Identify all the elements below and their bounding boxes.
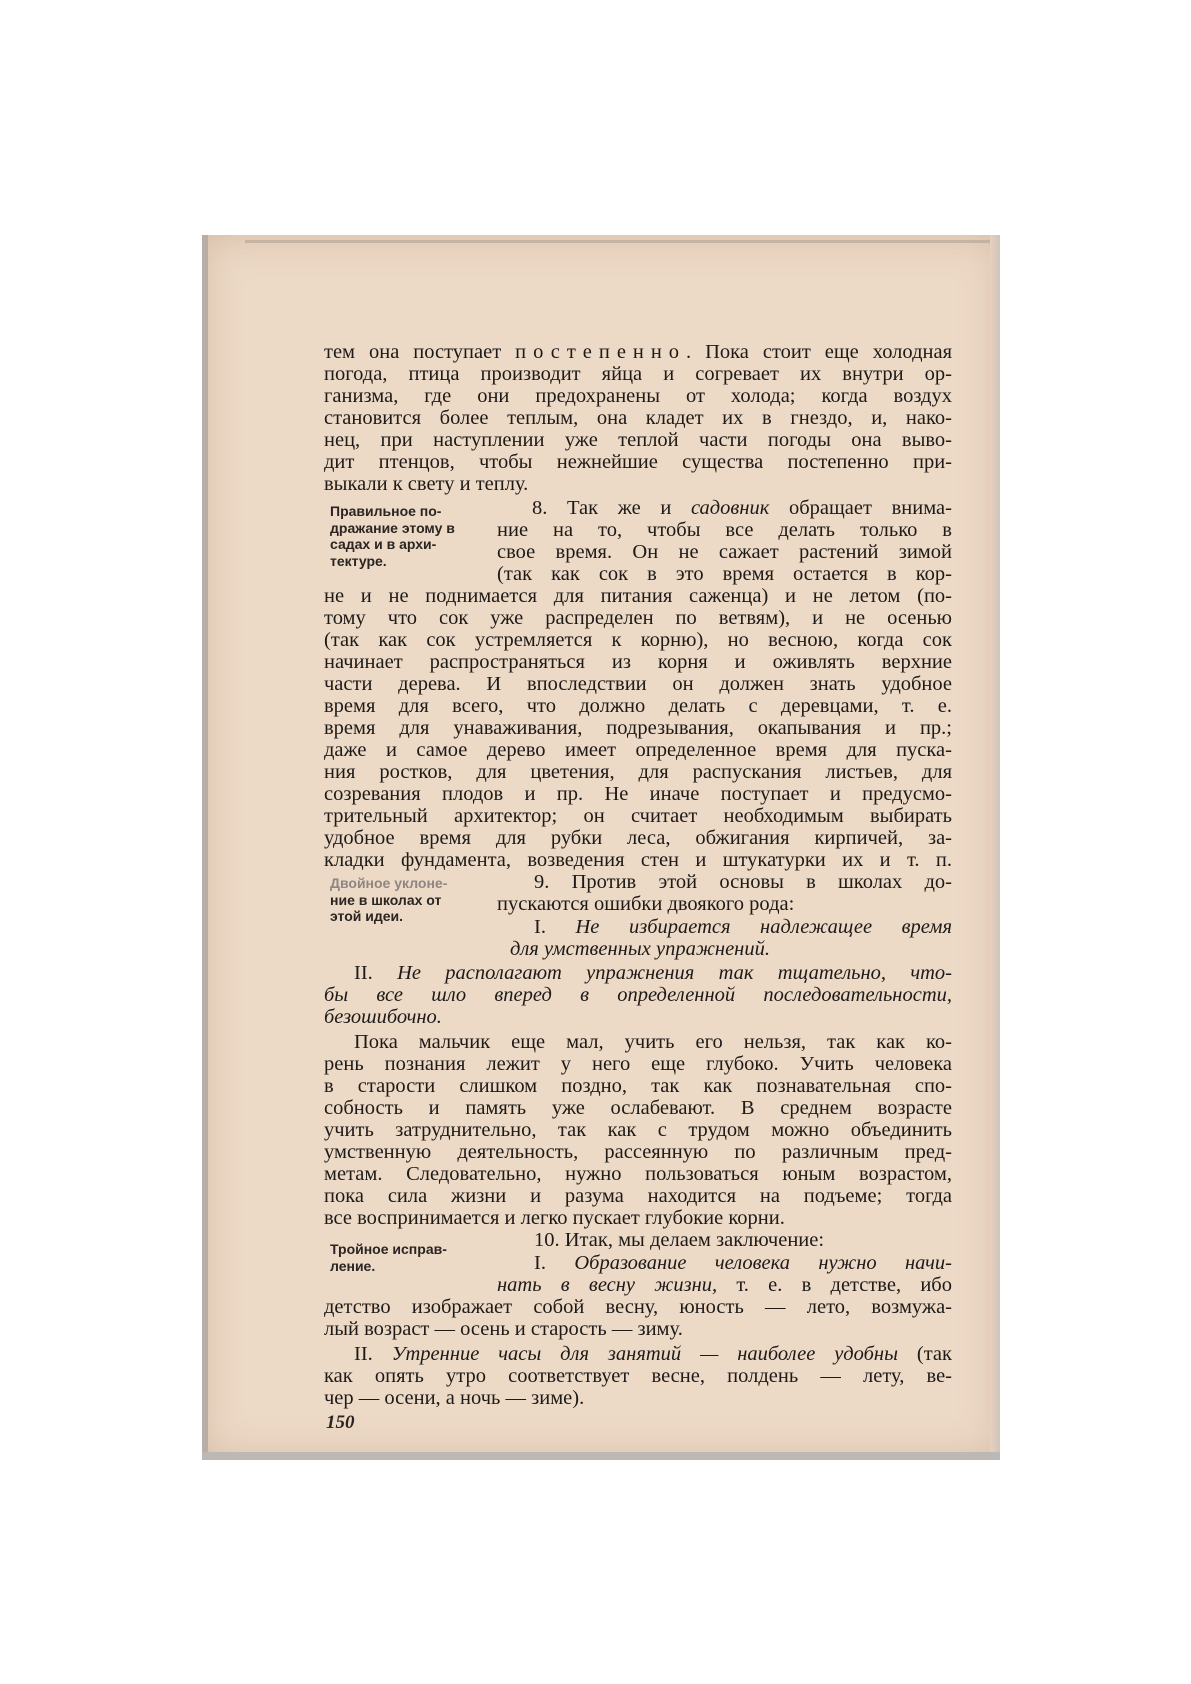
text-line xyxy=(534,916,952,938)
text-line: время для унаваживания, подрезывания, окапывания и пр.; xyxy=(324,717,952,739)
margin-note-line: Двойное уклоне- xyxy=(330,875,448,891)
list-numeral: II. xyxy=(354,962,398,984)
text-line: метам. Следовательно, нужно пользоваться юным возрастом, xyxy=(324,1163,952,1185)
text-line: ние на то, чтобы все делать только в xyxy=(497,519,952,541)
margin-note-line: садах и в архи- xyxy=(330,536,437,552)
margin-note-double-deviation xyxy=(330,875,447,925)
text-line: нец, при наступлении уже теплой части погоды она выво- xyxy=(324,429,952,451)
text-line: не и не поднимается для питания саженца) и не летом (по- xyxy=(324,585,952,607)
margin-note-line: Правильное по- xyxy=(330,503,442,519)
text-line: 9. Против этой основы в школах до- xyxy=(534,871,952,893)
margin-note-line: ление. xyxy=(330,1257,376,1274)
text-line: учить затруднительно, так как с трудом можно объединить xyxy=(324,1119,952,1141)
text-line: рень познания лежит у него еще глубоко. Учить человека xyxy=(324,1053,952,1075)
list-numeral: II. xyxy=(354,1343,392,1365)
text-line: чер — осени, а ночь — зиме). xyxy=(324,1387,585,1409)
text-line: свое время. Он не сажает растений зимой xyxy=(497,541,952,563)
page-top-rule xyxy=(245,240,990,243)
italic-text: Не избирается надлежащее время xyxy=(575,916,952,938)
text-line: даже и самое дерево имеет определенное время для пуска- xyxy=(324,739,952,761)
list-numeral: I. xyxy=(534,1252,575,1274)
text-line: детство изображает собой весну, юность — лето, возмужа- xyxy=(324,1296,952,1318)
text-line: время для всего, что должно делать с деревцами, т. е. xyxy=(324,695,952,717)
text-line: части дерева. И впоследствии он должен знать удобное xyxy=(324,673,952,695)
text-line: выкали к свету и теплу. xyxy=(324,473,529,495)
text-line: (так как сок в это время остается в кор- xyxy=(497,563,952,585)
list-numeral: I. xyxy=(534,916,576,938)
margin-note-line: тектуре. xyxy=(330,552,387,569)
text-line: дит птенцов, чтобы нежнейшие существа постепенно при- xyxy=(324,451,952,473)
text-run: . Пока стоит еще холодная xyxy=(686,341,952,363)
text-line: лый возраст — осень и старость — зиму. xyxy=(324,1318,683,1340)
italic-text: Образование человека нужно начи- xyxy=(574,1252,952,1274)
text-line: становится более теплым, она кладет их в гнездо, и, нако- xyxy=(324,407,952,429)
text-run: тем она поступает xyxy=(324,341,516,363)
text-line xyxy=(532,497,952,519)
text-line xyxy=(497,1274,952,1296)
text-line: Пока мальчик еще мал, учить его нельзя, так как ко- xyxy=(354,1031,952,1053)
text-run: 8. Так же и xyxy=(532,497,691,519)
text-line: тому что сок уже распределен по ветвям), и не осенью xyxy=(324,607,952,629)
text-run: (так xyxy=(897,1343,952,1365)
margin-note-line: этой идеи. xyxy=(330,908,404,924)
margin-note-triple-correction xyxy=(330,1241,447,1274)
text-line xyxy=(354,1343,952,1365)
italic-text: Не располагают упражнения так тщательно, что- xyxy=(397,962,953,984)
text-line: (так как сок устремляется к корню), но весною, когда сок xyxy=(324,629,952,651)
text-line: ганизма, где они предохранены от холода; когда воздух xyxy=(324,385,952,407)
italic-text: Утренние часы для занятий — наиболее удобны xyxy=(391,1343,898,1365)
text-line: удобное время для рубки леса, обжигания кирпичей, за- xyxy=(324,827,952,849)
text-line: умственную деятельность, рассеянную по различным пред- xyxy=(324,1141,952,1163)
italic-word: садовник xyxy=(690,497,770,519)
page-number: 150 xyxy=(326,1412,355,1433)
text-line: погода, птица производит яйца и согревает их внутри ор- xyxy=(324,363,952,385)
text-line: собность и память уже ослабевают. В среднем возрасте xyxy=(324,1097,952,1119)
text-line: бы все шло вперед в определенной последовательности, xyxy=(324,984,952,1006)
margin-note-line: дражание этому в xyxy=(330,519,455,536)
text-line: ния ростков, для цветения, для распускания листьев, для xyxy=(324,761,952,783)
text-line: созревания плодов и пр. Не иначе поступает и предусмо- xyxy=(324,783,952,805)
margin-note-correct-imitation xyxy=(330,503,455,569)
text-line: трительный архитектор; он считает необходимым выбирать xyxy=(324,805,952,827)
italic-text: нать в весну жизни, xyxy=(497,1274,718,1296)
page-right-shadow xyxy=(990,235,1000,1459)
spaced-word: постепенно xyxy=(515,341,686,363)
text-line xyxy=(534,1252,952,1274)
text-line xyxy=(324,341,952,363)
text-line: безошибочно. xyxy=(324,1006,442,1028)
text-line: как опять утро соответствует весне, полдень — лету, ве- xyxy=(324,1365,952,1387)
page-left-edge xyxy=(202,235,208,1459)
text-line: пускаются ошибки двоякого рода: xyxy=(497,893,795,915)
text-line: 10. Итак, мы делаем заключение: xyxy=(534,1229,825,1251)
text-run: обращает внима- xyxy=(769,497,952,519)
text-run: т. е. в детстве, ибо xyxy=(717,1274,952,1296)
text-line xyxy=(354,962,952,984)
text-line: кладки фундамента, возведения стен и штукатурки их и т. п. xyxy=(324,849,952,871)
margin-note-line: ние в школах от xyxy=(330,891,442,908)
margin-note-line: Тройное исправ- xyxy=(330,1241,447,1257)
page-bottom-shadow xyxy=(202,1452,1000,1460)
text-line: начинает распространяться из корня и оживлять верхние xyxy=(324,651,952,673)
text-line: в старости слишком поздно, так как познавательная спо- xyxy=(324,1075,952,1097)
text-line: для умственных упражнений. xyxy=(510,938,770,960)
text-line: все воспринимается и легко пускает глубокие корни. xyxy=(324,1207,785,1229)
text-line: пока сила жизни и разума находится на подъеме; тогда xyxy=(324,1185,952,1207)
